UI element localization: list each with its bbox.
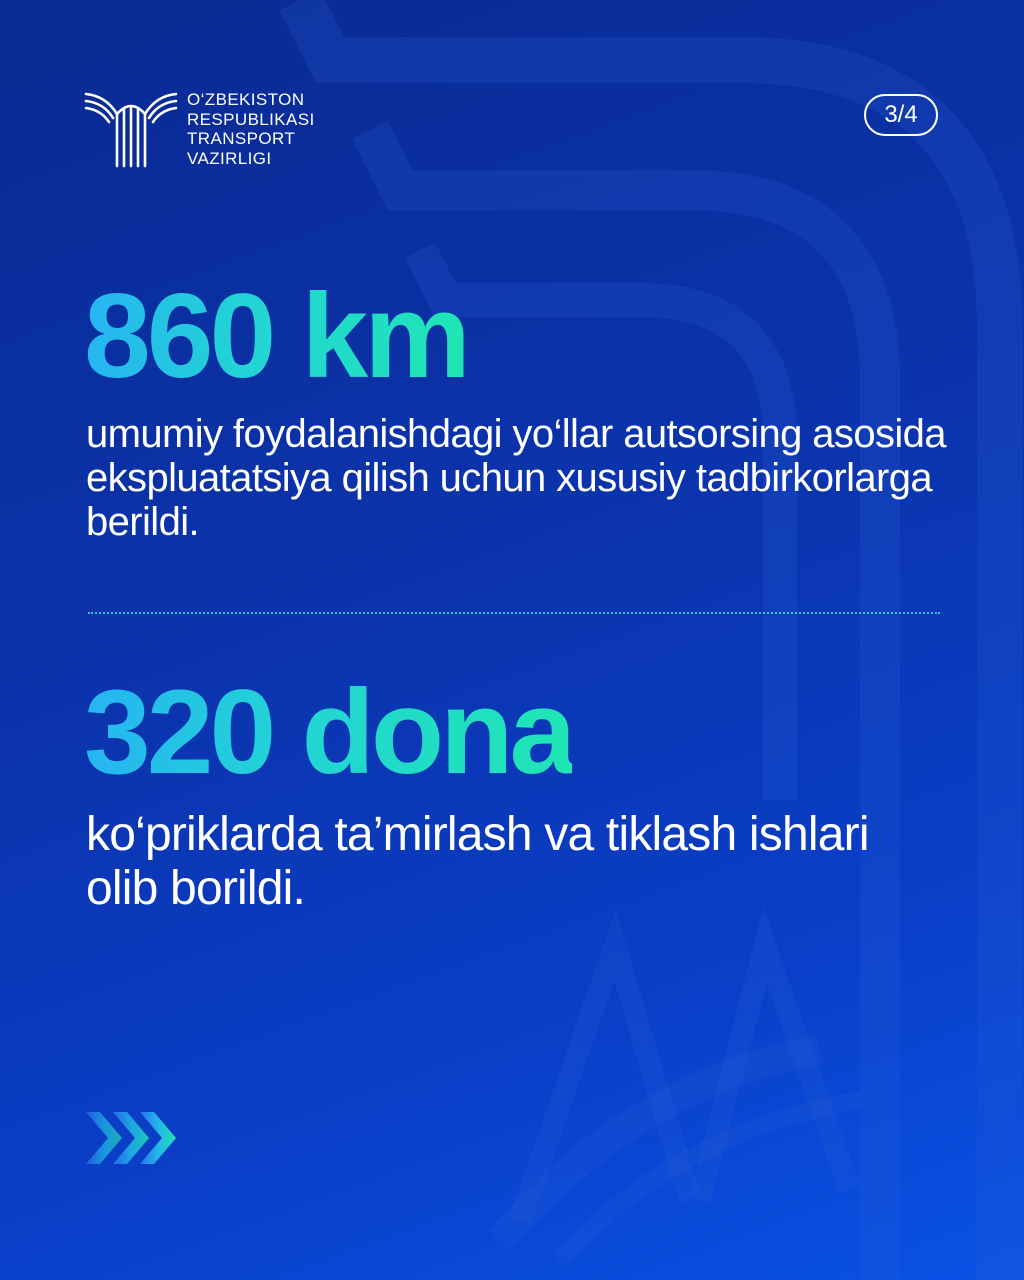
- ministry-name-line: RESPUBLIKASI: [187, 109, 315, 129]
- ministry-name-line: TRANSPORT: [187, 129, 296, 148]
- ministry-name-line: VAZIRLIGI: [187, 148, 272, 168]
- divider: [88, 612, 940, 614]
- page-indicator: 3/4: [864, 94, 938, 136]
- ministry-logo: [84, 88, 315, 168]
- ministry-emblem-icon: [84, 88, 178, 168]
- ministry-name: [187, 90, 315, 168]
- triple-chevron-right-icon[interactable]: [84, 1108, 180, 1168]
- stat-value-bridges: 320 dona: [84, 665, 573, 799]
- ministry-name-line: O‘ZBEKISTON: [187, 90, 305, 109]
- stat-value-roads: 860 km: [84, 269, 467, 403]
- stat-description-roads: umumiy foydalanishdagi yo‘llar autsorsing asosida ekspluatatsiya qilish uchun xususiy tadbirkorlarga berildi.: [86, 412, 946, 544]
- stat-description-bridges: ko‘priklarda ta’mirlash va tiklash ishlari olib borildi.: [86, 808, 869, 915]
